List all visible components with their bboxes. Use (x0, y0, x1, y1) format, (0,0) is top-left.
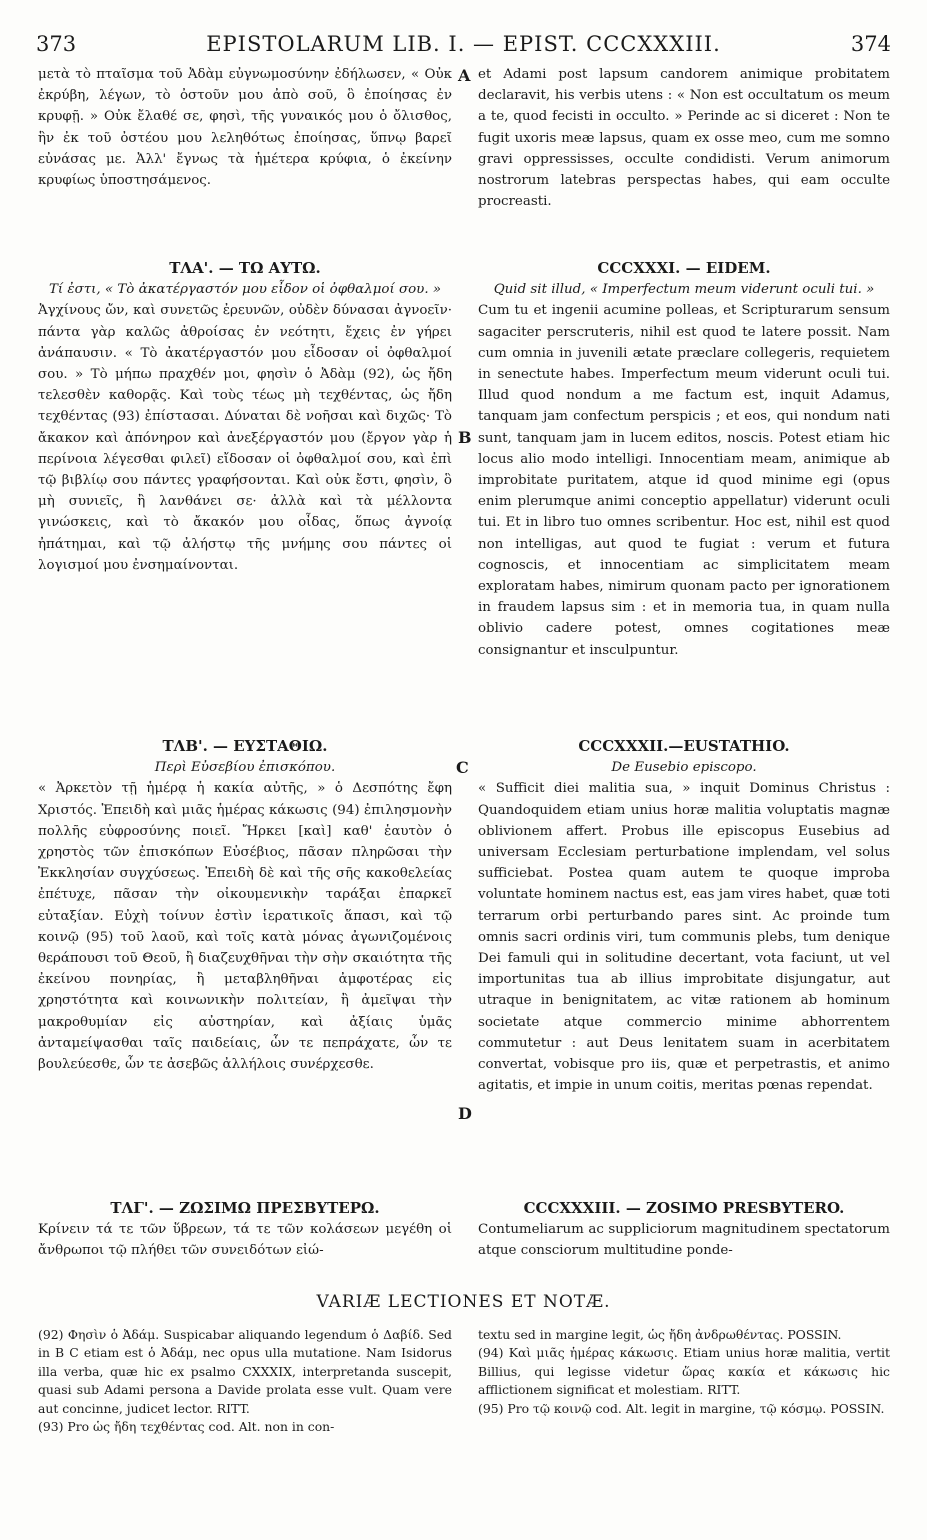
epistle-331-latin-title: CCCXXXI. — EIDEM. (597, 259, 771, 277)
epistle-332-latin (478, 736, 890, 1196)
page-number-left: 373 (36, 32, 77, 56)
epistle-332-greek (38, 736, 452, 1156)
running-title: EPISTOLARUM LIB. I. — EPIST. CCCXXXIII. (206, 32, 721, 56)
epistle-332-latin-title: CCCXXXII.—EUSTATHIO. (578, 737, 790, 755)
latin-continuation-text: et Adami post lapsum candorem animique probitatem declaravit, his verbis utens : « Non est occultatum os meum a te, quod fecisti in occulto. » Perinde ac si diceret : Non te fugit uxoris meæ lapsus, quam ex osse meo, cum me somno gravi oppressisses, occulte condidisti. Verum animorum nostrorum latebras perspectas habes, qui eam occulte procreasti. (478, 67, 890, 210)
epistle-331-greek-title: ΤΛΑ'. — ΤΩ ΑΥΤΩ. (169, 259, 321, 277)
running-header (0, 32, 927, 58)
epistle-332-latin-subtitle: De Eusebio episcopo. (611, 760, 757, 776)
epistle-333-greek-text: Κρίνειν τά τε τῶν ὕβρεων, τά τε τῶν κολάσεων μεγέθη οἱ ἄνθρωποι τῷ πλήθει τῶν συνειδότων εἰώ- (38, 1222, 452, 1259)
epistle-333-latin-text: Contumeliarum ac suppliciorum magnitudinem spectatorum atque consciorum multitudine ponde- (478, 1222, 890, 1259)
epistle-331-greek-subtitle: Τί ἐστι, « Τὸ ἀκατέργαστόν μου εἶδον οἱ ὀφθαλμοί σου. » (48, 282, 442, 298)
notes-left-column (38, 1326, 452, 1526)
epistle-331-latin (478, 258, 890, 728)
epistle-332-greek-subtitle: Περὶ Εὐσεβίου ἐπισκόπου. (154, 760, 336, 776)
note-92: (92) Φησὶν ὁ Ἀδάμ. Suspicabar aliquando legendum ὁ Δαβίδ. Sed in B C etiam est ὁ Ἀδάμ, nec opus ulla mutatione. Nam Isidorus illa verba, quæ hic ex psalmo CXXXIX, interpretanda suscepit, quasi sub Adami persona a Davide prolata esse vult. Quam vere aut concinne, judicet lector. RITT. (38, 1327, 452, 1416)
note-95: (95) Pro τῷ κοινῷ cod. Alt. legit in margine, τῷ κόσμῳ. POSSIN. (478, 1400, 885, 1416)
note-93-continuation: textu sed in margine legit, ὡς ἤδη ἀνδρωθέντας. POSSIN. (478, 1327, 842, 1342)
epistle-333-greek (38, 1198, 452, 1278)
notes-right-column (478, 1326, 890, 1526)
margin-marker-c: C (456, 758, 469, 777)
epistle-331-latin-subtitle: Quid sit illud, « Imperfectum meum viderunt oculi tui. » (493, 282, 875, 298)
epistle-332-latin-text: « Sufficit diei malitia sua, » inquit Dominus Christus : Quandoquidem etiam unius horæ malitia voluptatis magnæ oblivionem affert. Probus ille episcopus Eusebius ad universam Ecclesiam perturbatione implendam, vel solus sufficiebat. Postea quam autem te quoque improba voluntate hominem nactus est, eas jam vires habet, quæ toti terrarum orbi perturbando pares sint. Ac proinde tum omnis sacri ordinis viri, tum communis plebs, tum denique Dei famuli qui in solitudine decertant, vota faciunt, ut vel importunitas tua ab illius improbitate disjungatur, aut utraque in benignitatem, ac vitæ rationem ab hominum societate atque commercio minime abhorrentem commutetur : aut Deus lenitatem suam in acerbitatem convertat, vobisque pro iis, quæ et perpetrastis, et animo agitatis, et impie in unum coitis, meritas pœnas rependat. (478, 781, 890, 1094)
margin-marker-b: B (458, 428, 472, 447)
note-93: (93) Pro ὡς ἤδη τεχθέντας cod. Alt. non in con- (38, 1419, 335, 1435)
margin-marker-a: A (458, 66, 471, 85)
margin-marker-d: D (458, 1104, 472, 1123)
epistle-333-latin (478, 1198, 890, 1278)
epistle-332-greek-text: « Ἀρκετὸν τῇ ἡμέρᾳ ἡ κακία αὐτῆς, » ὁ Δεσπότης ἔφη Χριστός. Ἐπειδὴ καὶ μιᾶς ἡμέρας κάκωσις (94) ἐπιλησμονὴν πολλῆς εὐφροσύνης ποιεῖ. Ἤρκει [καὶ] καθ' ἑαυτὸν ὁ χρηστὸς τῶν ἐπισκόπων Εὐσέβιος, πᾶσαν πληρῶσαι τὴν Ἐκκλησίαν συγχύσεως. Ἐπειδὴ δὲ καὶ τῆς σῆς κακοθελείας ἐπέτυχε, πᾶσαν τὴν οἰκουμενικὴν ταράξαι ἐπαρκεῖ εὐταξίαν. Εὐχὴ τοίνυν ἐστὶν ἱερατικοῖς ἅπασι, καὶ τῷ κοινῷ (95) τοῦ λαοῦ, καὶ τοῖς κατὰ μόνας ἀγωνιζομένοις θεράπουσι τοῦ Θεοῦ, ἢ διαζευχθῆναι τὴν σὴν σκαιότητα τῆς ἐκείνου πονηρίας, ἢ μεταβληθῆναι ἀμφοτέρας εἰς χρηστότητα καὶ κοινωνικὴν πολιτείαν, ἢ ἀμεῖψαι τὴν μακροθυμίαν εἰς αὐστηρίαν, καὶ ἀξίαις ὑμᾶς ἀνταμείψασθαι ταῖς παιδείαις, ὧν τε πεπράχατε, ὧν τε βουλεύεσθε, ὧν τε ἀσεβῶς ἀλλήλοις συνέρχεσθε. (38, 781, 452, 1073)
epistle-331-latin-text: Cum tu et ingenii acumine polleas, et Scripturarum sensum sagaciter perscruteris, nihil est quod te latere possit. Nam cum omnia in juvenili ætate præclare collegeris, requietem in senectute habes. Imperfectum meum viderunt oculi tui. Illud quod nondum a me factum est, inquit Adamus, tanquam jam confectum perspicis ; et eos, qui nondum nati sunt, tanquam jam in lucem editos, noscis. Potest etiam hic locus alio modo intelligi. Innocentiam meam, animique ab improbitate puritatem, atque id quod minime egi (opus enim plerumque animi conceptio appellatur) viderunt oculi tui. Et in libro tuo omnes scribentur. Hoc est, nihil est quod non intelligas, aut quod te fugiat : verum et futura cognoscis, et innocentiam ac simplicitatem meam exploratam habes, nimirum quonam pacto per ignorationem in fraudem lapsus sim : et in memoria tua, in quam nulla oblivio cadere potest, omnes cogitationes meæ consignantur et insculpuntur. (478, 303, 890, 658)
greek-continuation (38, 64, 452, 214)
epistle-331-greek (38, 258, 452, 668)
epistle-332-greek-title: ΤΛΒ'. — ΕΥΣΤΑΘΙΩ. (162, 737, 328, 755)
latin-continuation (478, 64, 890, 254)
page-number-right: 374 (850, 32, 891, 56)
notes-heading: VARIÆ LECTIONES ET NOTÆ. (316, 1292, 611, 1312)
note-94: (94) Καὶ μιᾶς ἡμέρας κάκωσις. Etiam unius horæ malitia, vertit Billius, qui legisse videtur ὥρας κακία et κάκωσις hic afflictionem significat et molestiam. RITT. (478, 1345, 890, 1398)
epistle-331-greek-text: Ἀγχίνους ὤν, καὶ συνετῶς ἐρευνῶν, οὐδὲν δύνασαι ἀγνοεῖν· πάντα γὰρ καλῶς ἀθροίσας ἐν νεότητι, ἔχεις ἐν γήρει ἀνάπαυσιν. « Τὸ ἀκατέργαστόν μου εἶδοσαν οἱ ὀφθαλμοί σου. » Τὸ μήπω πραχθέν μοι, φησὶν ὁ Ἀδὰμ (92), ὡς ἤδη τελεσθὲν καθορᾷς. Καὶ τοὺς τέως μὴ τεχθέντας, ὡς ἤδη τεχθέντας (93) ἐπίστασαι. Δύναται δὲ νοῆσαι καὶ διχῶς· Τὸ ἄκακον καὶ ἀπόνηρον καὶ ἀνεξέργαστόν μου (ἔργον γὰρ ἡ περίνοια λέγεσθαι φιλεῖ) εἴδοσαν οἱ ὀφθαλμοί σου, καὶ ἐπὶ τῷ βιβλίῳ σου πάντες γραφήσονται. Καὶ οὐκ ἔστι, φησὶν, ὃ μὴ συνιεῖς, ἢ λανθάνει σε· ἀλλὰ καὶ τὰ μέλλοντα γινώσκεις, καὶ τὸ ἄκακόν μου οἶδας, ὅπως ἀγνοίᾳ ἠπάτημαι, καὶ τῷ ἀλήστῳ τῆς μνήμης σου πάντες οἱ λογισμοί μου ἐνσημαίνονται. (38, 303, 452, 573)
epistle-333-greek-title: ΤΛΓ'. — ΖΩΣΙΜΩ ΠΡΕΣΒΥΤΕΡΩ. (110, 1199, 380, 1217)
epistle-333-latin-title: CCCXXXIII. — ZOSIMO PRESBYTERO. (523, 1199, 845, 1217)
greek-continuation-text: μετὰ τὸ πταῖσμα τοῦ Ἀδὰμ εὐγνωμοσύνην ἐδήλωσεν, « Οὐκ ἐκρύβη, λέγων, τὸ ὀστοῦν μου ἀπὸ σοῦ, ὃ ἐποίησας ἐν κρυφῇ. » Οὐκ ἔλαθέ σε, φησὶ, τῆς γυναικός μου ὁ ὄλισθος, ἣν ἐκ τοῦ ὀστέου μου λεληθότως ἐποίησας, ὕπνῳ βαρεῖ εὐνάσας με. Ἀλλ' ἔγνως τὰ ἡμέτερα κρύφια, ὁ ἐκείνην κρυφίως ὑποστησάμενος. (38, 67, 452, 189)
